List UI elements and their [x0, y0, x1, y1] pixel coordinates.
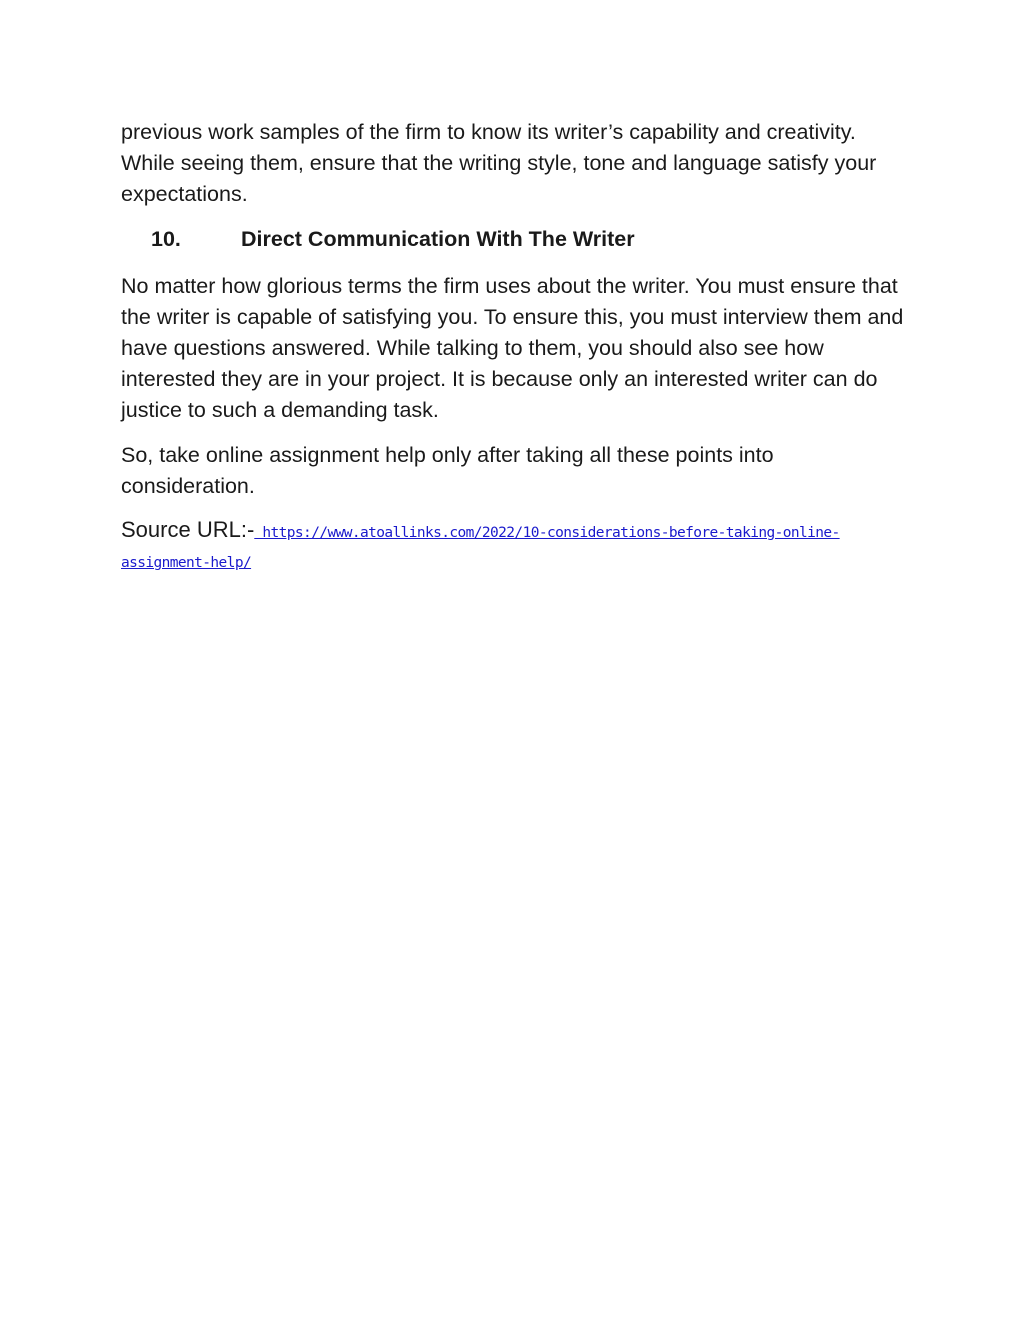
section-title: Direct Communication With The Writer	[241, 227, 635, 251]
intro-paragraph: previous work samples of the firm to know its writer’s capability and creativity. While seeing them, ensure that the writing style, tone and language satisfy your expectations.	[121, 120, 877, 206]
section-number: 10.	[151, 227, 181, 251]
body-paragraph: No matter how glorious terms the firm uses about the writer. You must ensure that the writer is capable of satisfying you. To ensure this, you must interview them and have questions answered. While talking to them, you should also see how interested they are in your project. It is because only an interested writer can do justice to such a demanding task.	[121, 274, 904, 422]
document-content	[121, 117, 911, 577]
source-link[interactable]: https://www.atoallinks.com/2022/10-considerations-before-taking-online-assignment-help/	[121, 525, 840, 571]
closing-paragraph: So, take online assignment help only after taking all these points into consideration.	[121, 443, 774, 498]
source-label: Source URL:-	[121, 517, 255, 542]
section-heading	[121, 224, 911, 255]
source-line	[121, 516, 911, 577]
